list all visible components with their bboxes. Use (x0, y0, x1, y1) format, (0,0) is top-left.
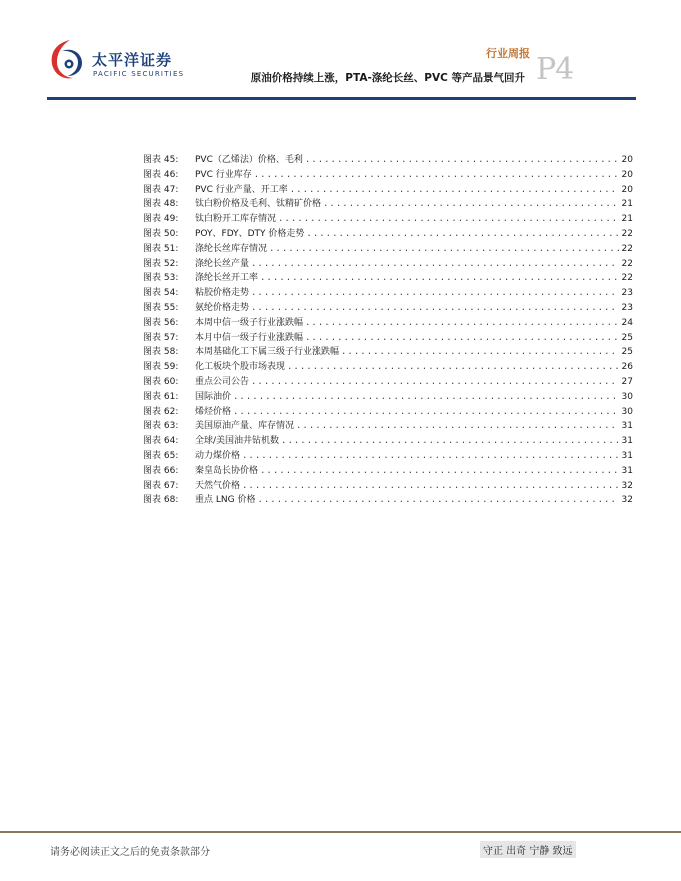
toc-entry-page: 23 (621, 302, 633, 313)
toc-entry-title[interactable]: 国际油价 (195, 391, 232, 402)
toc-entry[interactable] (143, 419, 633, 434)
figure-index-list (143, 153, 633, 508)
toc-leader-dots (260, 271, 619, 286)
toc-leader-dots (323, 197, 619, 212)
toc-entry-title[interactable]: 动力煤价格 (195, 450, 241, 461)
toc-entry[interactable] (143, 197, 633, 212)
toc-leader-dots (341, 345, 619, 360)
toc-entry-title[interactable]: PVC（乙烯法）价格、毛利 (195, 155, 303, 165)
toc-entry[interactable] (143, 257, 633, 272)
toc-entry-title[interactable]: 天然气价格 (195, 480, 241, 491)
toc-entry-page: 20 (621, 184, 633, 195)
toc-entry-page: 20 (621, 169, 633, 180)
toc-entry[interactable] (143, 464, 633, 479)
toc-entry-label: 图表 59: (143, 362, 179, 373)
footer-slogan: 守正 出奇 宁静 致远 (480, 841, 576, 858)
toc-entry[interactable] (143, 345, 633, 360)
toc-entry-page: 22 (621, 243, 633, 254)
toc-entry-page: 22 (621, 258, 633, 269)
toc-entry[interactable] (143, 316, 633, 331)
toc-entry-label: 图表 54: (143, 288, 179, 299)
toc-entry-title[interactable]: 本周中信一级子行业涨跌幅 (195, 317, 304, 328)
toc-entry-title[interactable]: 美国原油产量、库存情况 (195, 421, 295, 432)
toc-entry-title[interactable]: 秦皇岛长协价格 (195, 465, 259, 476)
toc-entry[interactable] (143, 227, 633, 242)
toc-entry-page: 22 (621, 273, 633, 284)
toc-leader-dots (278, 212, 619, 227)
report-type: 行业周报 (486, 47, 530, 60)
page-number: P4 (536, 52, 574, 87)
toc-entry[interactable] (143, 153, 633, 168)
company-logo (48, 37, 185, 87)
toc-entry-label: 图表 67: (143, 480, 179, 491)
toc-entry-label: 图表 48: (143, 199, 179, 210)
toc-leader-dots (251, 375, 619, 390)
toc-entry[interactable] (143, 449, 633, 464)
toc-entry[interactable] (143, 405, 633, 420)
toc-leader-dots (242, 479, 619, 494)
logo-company-name-en: PACIFIC SECURITIES (93, 70, 185, 78)
toc-entry-title[interactable]: 化工板块个股市场表现 (195, 362, 286, 373)
toc-entry-label: 图表 65: (143, 450, 179, 461)
toc-entry-label: 图表 63: (143, 421, 179, 432)
toc-entry-page: 31 (621, 450, 633, 461)
toc-entry-page: 25 (621, 347, 633, 358)
toc-entry-page: 24 (621, 317, 633, 328)
toc-entry[interactable] (143, 242, 633, 257)
toc-entry-title[interactable]: 粘胶价格走势 (195, 288, 250, 299)
toc-entry[interactable] (143, 493, 633, 508)
toc-leader-dots (269, 242, 619, 257)
toc-entry-page: 21 (621, 214, 633, 225)
toc-entry-page: 26 (621, 362, 633, 373)
logo-company-name: 太平洋证券 (92, 51, 173, 69)
toc-entry-title[interactable]: PVC 行业库存 (195, 169, 252, 180)
toc-entry[interactable] (143, 286, 633, 301)
toc-entry-label: 图表 55: (143, 302, 179, 313)
toc-entry-label: 图表 61: (143, 391, 179, 402)
toc-entry[interactable] (143, 183, 633, 198)
toc-entry[interactable] (143, 301, 633, 316)
toc-entry-page: 31 (621, 465, 633, 476)
toc-leader-dots (287, 360, 619, 375)
toc-entry-page: 32 (621, 495, 633, 506)
toc-entry-label: 图表 50: (143, 228, 179, 239)
toc-leader-dots (260, 464, 619, 479)
toc-leader-dots (233, 405, 619, 420)
toc-entry-title[interactable]: 涤纶长丝库存情况 (195, 243, 268, 254)
toc-leader-dots (305, 153, 619, 168)
toc-entry-page: 21 (621, 199, 633, 210)
toc-entry-title[interactable]: 本周基础化工下属三级子行业涨跌幅 (195, 347, 340, 358)
toc-entry-label: 图表 66: (143, 465, 179, 476)
toc-leader-dots (251, 301, 619, 316)
toc-entry-page: 31 (621, 436, 633, 447)
footer-divider (0, 831, 681, 833)
toc-entry-label: 图表 62: (143, 406, 179, 417)
toc-entry[interactable] (143, 375, 633, 390)
toc-entry-page: 25 (621, 332, 633, 343)
toc-entry-label: 图表 52: (143, 258, 179, 269)
toc-leader-dots (290, 183, 619, 198)
toc-entry[interactable] (143, 168, 633, 183)
toc-leader-dots (254, 168, 619, 183)
toc-entry-page: 30 (621, 391, 633, 402)
toc-entry-label: 图表 47: (143, 184, 179, 195)
toc-entry[interactable] (143, 434, 633, 449)
toc-entry-label: 图表 68: (143, 495, 179, 506)
toc-entry[interactable] (143, 212, 633, 227)
toc-leader-dots (251, 286, 619, 301)
toc-entry-label: 图表 60: (143, 376, 179, 387)
toc-entry-title[interactable]: PVC 行业产量、开工率 (195, 184, 288, 195)
toc-entry-title[interactable]: POY、FDY、DTY 价格走势 (195, 228, 305, 239)
toc-entry-page: 32 (621, 480, 633, 491)
toc-leader-dots (242, 449, 619, 464)
toc-entry-label: 图表 57: (143, 332, 179, 343)
toc-entry-label: 图表 58: (143, 347, 179, 358)
toc-entry-title[interactable]: 钛白粉开工库存情况 (195, 214, 277, 225)
toc-entry-page: 31 (621, 421, 633, 432)
toc-entry[interactable] (143, 390, 633, 405)
toc-entry-page: 20 (621, 155, 633, 165)
toc-entry[interactable] (143, 271, 633, 286)
toc-leader-dots (281, 434, 619, 449)
toc-entry-label: 图表 56: (143, 317, 179, 328)
toc-leader-dots (305, 316, 619, 331)
toc-entry-page: 30 (621, 406, 633, 417)
report-subtitle: 原油价格持续上涨，PTA-涤纶长丝、PVC 等产品景气回升 (250, 72, 525, 84)
toc-entry-label: 图表 53: (143, 273, 179, 284)
toc-entry-title[interactable]: 全球/美国油井钻机数 (195, 436, 280, 447)
toc-leader-dots (251, 257, 619, 272)
toc-leader-dots (257, 493, 619, 508)
toc-entry[interactable] (143, 331, 633, 346)
toc-entry-label: 图表 49: (143, 214, 179, 225)
toc-entry[interactable] (143, 479, 633, 494)
toc-entry-title[interactable]: 烯烃价格 (195, 406, 232, 417)
toc-entry-page: 23 (621, 288, 633, 299)
toc-entry[interactable] (143, 360, 633, 375)
toc-entry-label: 图表 51: (143, 243, 179, 254)
toc-entry-label: 图表 46: (143, 169, 179, 180)
toc-entry-title[interactable]: 涤纶长丝开工率 (195, 273, 259, 284)
toc-leader-dots (306, 227, 619, 242)
toc-leader-dots (296, 419, 619, 434)
toc-leader-dots (233, 390, 619, 405)
toc-entry-title[interactable]: 涤纶长丝产量 (195, 258, 250, 269)
footer-disclaimer: 请务必阅读正文之后的免责条款部分 (50, 847, 210, 858)
toc-entry-title[interactable]: 本月中信一级子行业涨跌幅 (195, 332, 304, 343)
toc-entry-title[interactable]: 重点 LNG 价格 (195, 495, 256, 506)
toc-entry-page: 22 (621, 228, 633, 239)
toc-entry-title[interactable]: 氨纶价格走势 (195, 302, 250, 313)
toc-entry-page: 27 (621, 376, 633, 387)
header-divider (47, 97, 636, 100)
toc-leader-dots (305, 331, 619, 346)
toc-entry-title[interactable]: 重点公司公告 (195, 376, 250, 387)
toc-entry-title[interactable]: 钛白粉价格及毛利、钛精矿价格 (195, 199, 322, 210)
toc-entry-label: 图表 64: (143, 436, 179, 447)
toc-entry-label: 图表 45: (143, 155, 179, 165)
logo-mark-icon (48, 37, 88, 81)
